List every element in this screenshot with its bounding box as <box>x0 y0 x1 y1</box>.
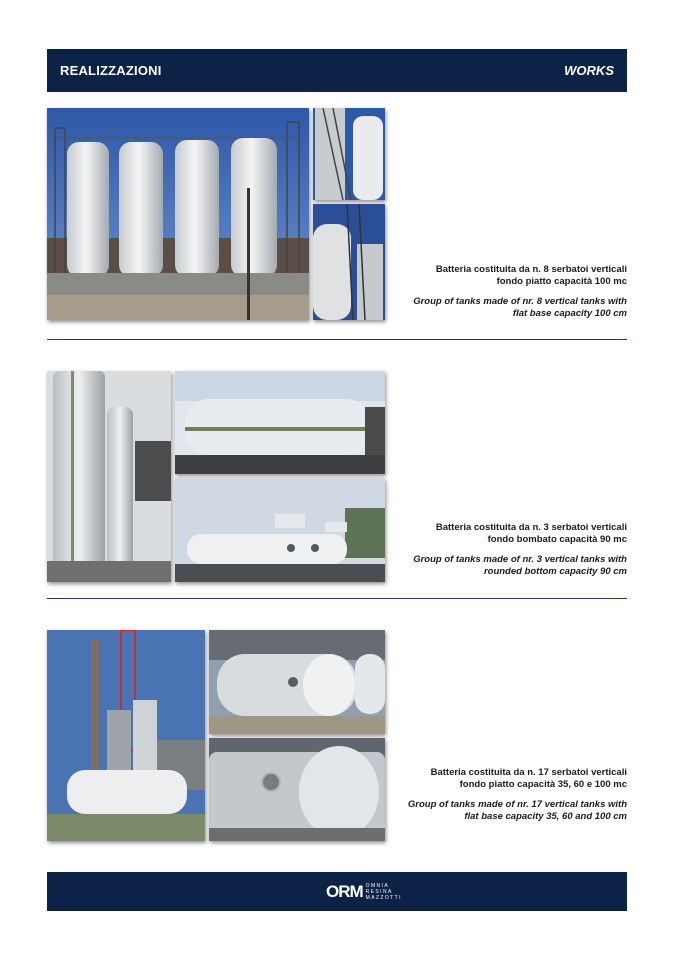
caption-it: Batteria costituita da n. 3 serbatoi verticali fondo bombato capacità 90 mc <box>435 522 627 545</box>
caption-en: Group of tanks made of nr. 8 vertical tanks with flat base capacity 100 cm <box>413 296 627 319</box>
caption-section-2 <box>407 522 627 578</box>
logo-mark: ORM <box>326 882 363 901</box>
photo-horizontal-tank-large <box>175 371 385 474</box>
logo-text <box>366 883 402 901</box>
caption-it: Batteria costituita da n. 8 serbatoi verticali fondo piatto capacità 100 mc <box>435 264 627 287</box>
photo-industrial-site-chimney <box>47 630 205 841</box>
photo-vertical-tank-battery <box>47 108 309 320</box>
section-divider <box>47 598 627 599</box>
company-logo <box>326 880 402 904</box>
caption-it: Batteria costituita da n. 17 serbatoi verticali fondo piatto capacità 35, 60 e 100 mc <box>430 767 627 790</box>
logo-line: MAZZOTTI <box>365 895 402 901</box>
photo-tank-ladder-bottom <box>313 204 385 320</box>
page-header <box>47 49 627 92</box>
caption-en: Group of tanks made of nr. 17 vertical tanks with flat base capacity 35, 60 and 100 cm <box>407 799 627 822</box>
logo-line: OMNIA <box>365 883 390 889</box>
page-footer <box>47 872 627 911</box>
photo-tall-silo-tanks <box>47 371 171 582</box>
photo-horizontal-tank-closeup <box>209 738 385 841</box>
photo-horizontal-tank-nozzles <box>175 478 385 582</box>
photo-tank-ladder-top <box>313 108 385 200</box>
logo-line: RESINA <box>365 889 393 895</box>
header-title-it: REALIZZAZIONI <box>60 63 162 78</box>
photo-horizontal-tanks-pair <box>209 630 385 734</box>
caption-en: Group of tanks made of nr. 3 vertical tanks with rounded bottom capacity 90 cm <box>413 554 627 577</box>
caption-section-1 <box>407 264 627 320</box>
header-title-en: WORKS <box>564 63 614 78</box>
caption-section-3 <box>407 767 627 823</box>
section-divider <box>47 339 627 340</box>
